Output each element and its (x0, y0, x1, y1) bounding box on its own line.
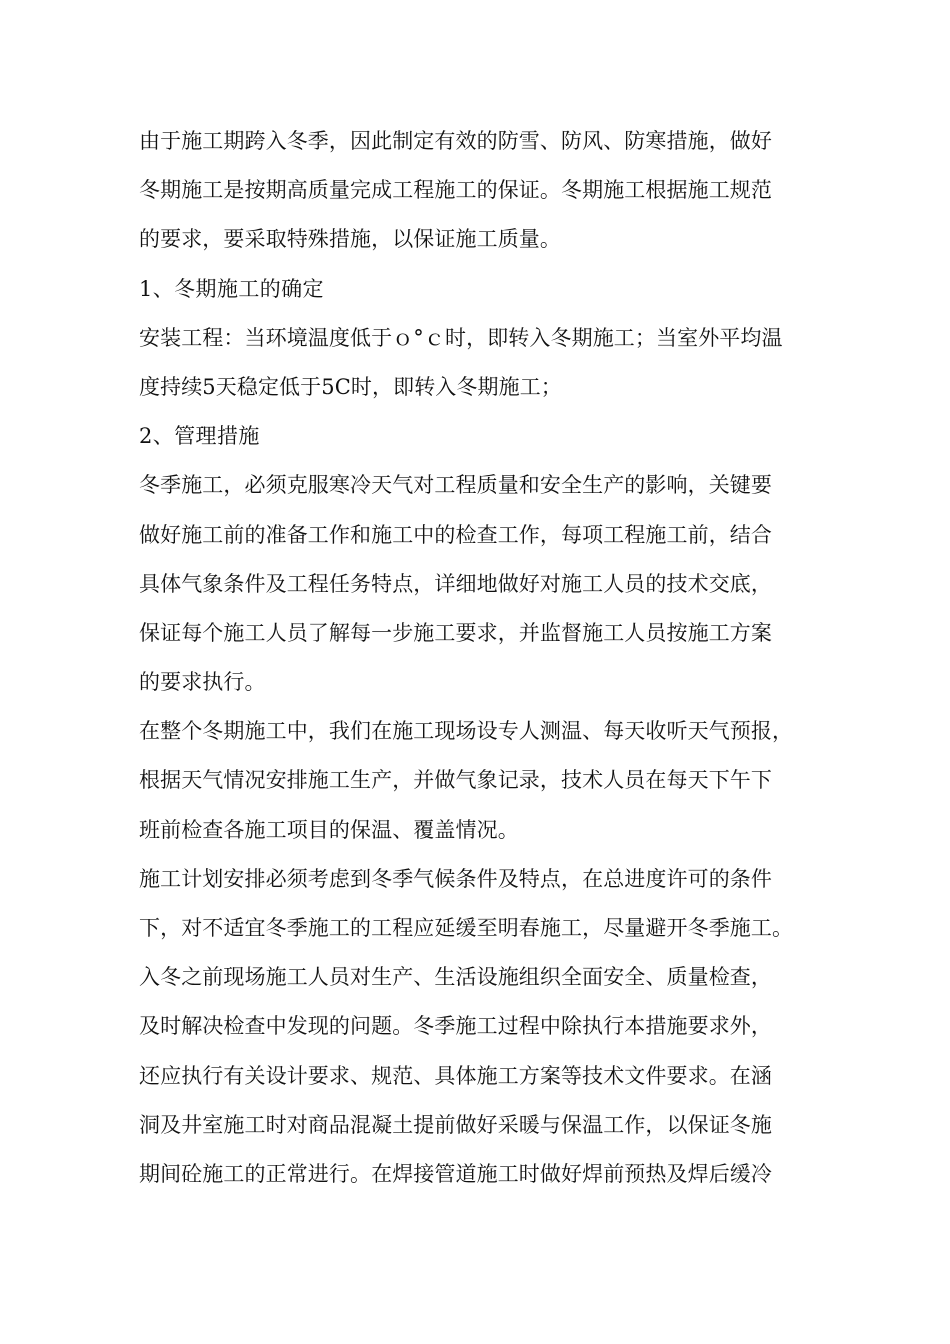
paragraph-line: 冬期施工是按期高质量完成工程施工的保证。冬期施工根据施工规范 (139, 178, 772, 203)
paragraph-line: 的要求执行。 (139, 670, 266, 695)
section-heading: 2、管理措施 (139, 424, 260, 449)
paragraph-line: 期间砼施工的正常进行。在焊接管道施工时做好焊前预热及焊后缓冷 (139, 1161, 772, 1186)
paragraph-line: 洞及井室施工时对商品混凝土提前做好采暖与保温工作，以保证冬施 (139, 1112, 772, 1137)
paragraph-line: 施工计划安排必须考虑到冬季气候条件及特点，在总进度许可的条件 (139, 866, 772, 891)
paragraph-line: 还应执行有关设计要求、规范、具体施工方案等技术文件要求。在涵 (139, 1063, 772, 1088)
paragraph-line: 入冬之前现场施工人员对生产、生活设施组织全面安全、质量检查， (139, 965, 772, 990)
paragraph-line: 做好施工前的准备工作和施工中的检查工作，每项工程施工前，结合 (139, 522, 772, 547)
paragraph-line: 班前检查各施工项目的保温、覆盖情况。 (139, 817, 519, 842)
paragraph-line: 保证每个施工人员了解每一步施工要求，并监督施工人员按施工方案 (139, 620, 772, 645)
paragraph-line: 的要求，要采取特殊措施，以保证施工质量。 (139, 227, 561, 252)
paragraph-line: 由于施工期跨入冬季，因此制定有效的防雪、防风、防寒措施，做好 (139, 129, 772, 153)
paragraph-line: 在整个冬期施工中，我们在施工现场设专人测温、每天收听天气预报， (139, 719, 794, 744)
section-heading: 1、冬期施工的确定 (139, 276, 324, 301)
paragraph-line: 冬季施工，必须克服寒冷天气对工程质量和安全生产的影响，关键要 (139, 473, 772, 498)
paragraph-line: 安装工程：当环境温度低于ｏ°ｃ时，即转入冬期施工；当室外平均温 (139, 325, 783, 350)
paragraph-line: 度持续5天稳定低于5C时，即转入冬期施工； (139, 374, 562, 399)
paragraph-line: 及时解决检查中发现的问题。冬季施工过程中除执行本措施要求外， (139, 1014, 772, 1039)
paragraph-line: 下，对不适宜冬季施工的工程应延缓至明春施工，尽量避开冬季施工。 (139, 916, 794, 940)
paragraph-line: 具体气象条件及工程任务特点，详细地做好对施工人员的技术交底， (139, 571, 772, 596)
paragraph-line: 根据天气情况安排施工生产，并做气象记录，技术人员在每天下午下 (139, 768, 772, 793)
document-body (139, 117, 824, 1199)
